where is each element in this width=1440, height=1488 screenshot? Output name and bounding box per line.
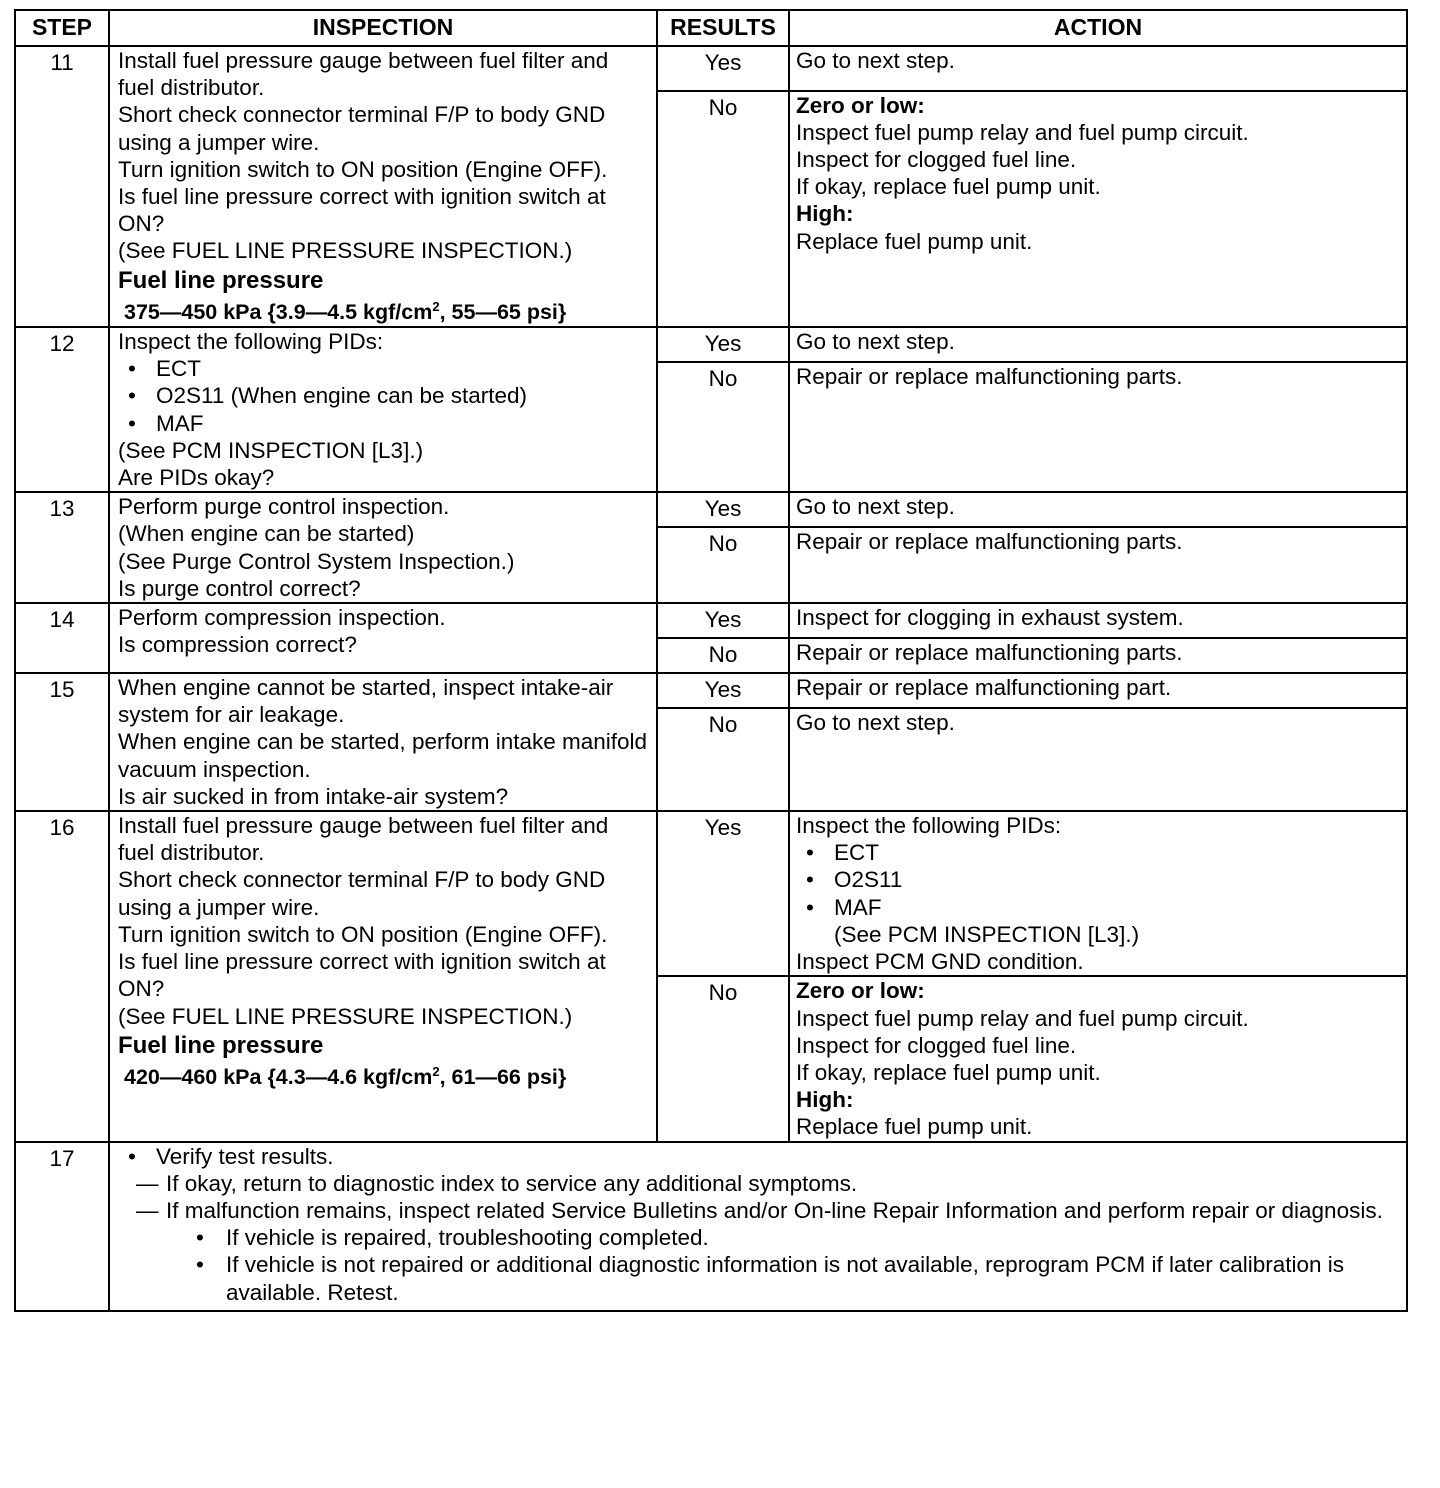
step-13-no-action: Repair or replace malfunctioning parts.: [789, 527, 1407, 603]
list-item: • O2S11 (When engine can be started): [128, 382, 650, 409]
step-16-no: No: [657, 976, 789, 1141]
header-action: ACTION: [789, 10, 1407, 46]
action-line: Inspect for clogged fuel line.: [796, 147, 1077, 173]
inspection-line: Install fuel pressure gauge between fuel filter and fuel distributor.: [118, 813, 609, 866]
inspection-line: Are PIDs okay?: [118, 465, 275, 491]
inspection-line: Is compression correct?: [118, 632, 357, 658]
step-13-yes: Yes: [657, 492, 789, 527]
inspection-line: Short check connector terminal F/P to body GND using a jumper wire.: [118, 102, 606, 155]
diagnostic-procedure-page: [14, 9, 1406, 1312]
dash-item: — If malfunction remains, inspect related Service Bulletins and/or On-line Repair Information and perform repair or diagnosis.: [118, 1197, 1400, 1224]
spec-value: 375—450 kPa {3.9—4.5 kgf/$cm^2$, 55—65 psi}: [124, 298, 567, 324]
step-16-no-action: [789, 976, 1407, 1141]
action-line: Inspect fuel pump relay and fuel pump circuit.: [796, 119, 1249, 145]
step-14-yes-action: Inspect for clogging in exhaust system.: [789, 603, 1407, 638]
action-heading: High:: [796, 201, 854, 227]
step-12-number: 12: [15, 327, 109, 492]
inspection-line: (When engine can be started): [118, 521, 415, 547]
header-row: [15, 10, 1407, 46]
step-11-no-action: [789, 91, 1407, 327]
step-13-yes-row: [15, 492, 1407, 527]
action-heading: Zero or low:: [796, 92, 925, 118]
action-heading: Zero or low:: [796, 978, 925, 1004]
inspection-line: When engine cannot be started, inspect intake-air system for air leakage.: [118, 675, 614, 728]
step-12-no-action: Repair or replace malfunctioning parts.: [789, 362, 1407, 492]
action-line: Inspect the following PIDs:: [796, 813, 1062, 839]
inspection-line: Is air sucked in from intake-air system?: [118, 783, 509, 809]
step-14-yes: Yes: [657, 603, 789, 638]
step-11-no: No: [657, 91, 789, 327]
inspection-line: Perform purge control inspection.: [118, 494, 450, 520]
step-12-inspection: [109, 327, 657, 492]
spec-heading: Fuel line pressure: [118, 266, 324, 294]
list-item: • O2S11: [806, 866, 1400, 893]
sub-bullet-item: • If vehicle is not repaired or additional diagnostic information is not available, reprogram PCM if later calibration is available. Retest.: [118, 1251, 1400, 1305]
list-item: • ECT: [806, 839, 1400, 866]
inspection-line: Short check connector terminal F/P to body GND using a jumper wire.: [118, 867, 606, 920]
list-item: • MAF: [128, 410, 650, 437]
inspection-line: Is fuel line pressure correct with ignition switch at ON?: [118, 184, 606, 237]
step-16-inspection: [109, 811, 657, 1141]
inspection-line: Turn ignition switch to ON position (Engine OFF).: [118, 156, 608, 182]
dash-item: — If okay, return to diagnostic index to service any additional symptoms.: [118, 1170, 1400, 1197]
action-line: Inspect for clogged fuel line.: [796, 1032, 1077, 1058]
step-14-no-action: Repair or replace malfunctioning parts.: [789, 638, 1407, 673]
list-item: • MAF: [806, 894, 1400, 921]
pid-list: [118, 355, 650, 437]
step-12-no: No: [657, 362, 789, 492]
inspection-line: Turn ignition switch to ON position (Engine OFF).: [118, 921, 608, 947]
step-13-number: 13: [15, 492, 109, 603]
header-inspection: INSPECTION: [109, 10, 657, 46]
step-15-inspection: [109, 673, 657, 811]
pid-list: [796, 839, 1400, 921]
inspection-line: Perform compression inspection.: [118, 605, 446, 631]
step-16-yes-action: [789, 811, 1407, 976]
verify-lead: • Verify test results.: [118, 1143, 1400, 1170]
spec-value: 420—460 kPa {4.3—4.6 kgf/$cm^2$, 61—66 psi}: [124, 1063, 567, 1089]
header-results: RESULTS: [657, 10, 789, 46]
step-16-yes-row: [15, 811, 1407, 976]
step-15-yes-row: [15, 673, 1407, 708]
step-12-yes: Yes: [657, 327, 789, 362]
action-line: Replace fuel pump unit.: [796, 228, 1033, 254]
step-14-number: 14: [15, 603, 109, 673]
step-16-yes: Yes: [657, 811, 789, 976]
step-13-yes-action: Go to next step.: [789, 492, 1407, 527]
action-heading: High:: [796, 1087, 854, 1113]
inspection-line: Inspect the following PIDs:: [118, 329, 384, 355]
inspection-line: (See Purge Control System Inspection.): [118, 548, 515, 574]
action-line: If okay, replace fuel pump unit.: [796, 1059, 1101, 1085]
inspection-line: Is fuel line pressure correct with ignition switch at ON?: [118, 949, 606, 1002]
step-11-yes-row: [15, 46, 1407, 91]
action-line: Inspect fuel pump relay and fuel pump circuit.: [796, 1005, 1249, 1031]
header-step: STEP: [15, 10, 109, 46]
inspection-line: Is purge control correct?: [118, 575, 361, 601]
step-16-number: 16: [15, 811, 109, 1141]
step-12-yes-row: [15, 327, 1407, 362]
step-17-number: 17: [15, 1142, 109, 1311]
step-11-yes-action: Go to next step.: [789, 46, 1407, 91]
step-11-yes: Yes: [657, 46, 789, 91]
step-17-row: [15, 1142, 1407, 1311]
action-line: Replace fuel pump unit.: [796, 1114, 1033, 1140]
step-15-yes: Yes: [657, 673, 789, 708]
inspection-line: When engine can be started, perform intake manifold vacuum inspection.: [118, 729, 648, 782]
diagnostic-table: [14, 9, 1408, 1312]
action-line: Inspect PCM GND condition.: [796, 949, 1084, 975]
step-15-no: No: [657, 708, 789, 811]
step-12-yes-action: Go to next step.: [789, 327, 1407, 362]
inspection-line: (See FUEL LINE PRESSURE INSPECTION.): [118, 1003, 573, 1029]
action-line: If okay, replace fuel pump unit.: [796, 174, 1101, 200]
step-11-number: 11: [15, 46, 109, 327]
inspection-line: (See PCM INSPECTION [L3].): [118, 437, 424, 463]
step-15-no-action: Go to next step.: [789, 708, 1407, 811]
step-14-no: No: [657, 638, 789, 673]
inspection-line: (See FUEL LINE PRESSURE INSPECTION.): [118, 238, 573, 264]
step-17-instructions: [109, 1142, 1407, 1311]
step-15-number: 15: [15, 673, 109, 811]
step-11-inspection: [109, 46, 657, 327]
step-13-no: No: [657, 527, 789, 603]
spec-heading: Fuel line pressure: [118, 1031, 324, 1059]
step-15-yes-action: Repair or replace malfunctioning part.: [789, 673, 1407, 708]
list-item: • ECT: [128, 355, 650, 382]
sub-bullet-item: • If vehicle is repaired, troubleshooting completed.: [118, 1224, 1400, 1251]
step-14-inspection: [109, 603, 657, 673]
step-13-inspection: [109, 492, 657, 603]
step-14-yes-row: [15, 603, 1407, 638]
action-note: (See PCM INSPECTION [L3].): [834, 921, 1140, 947]
inspection-line: Install fuel pressure gauge between fuel filter and fuel distributor.: [118, 48, 609, 101]
